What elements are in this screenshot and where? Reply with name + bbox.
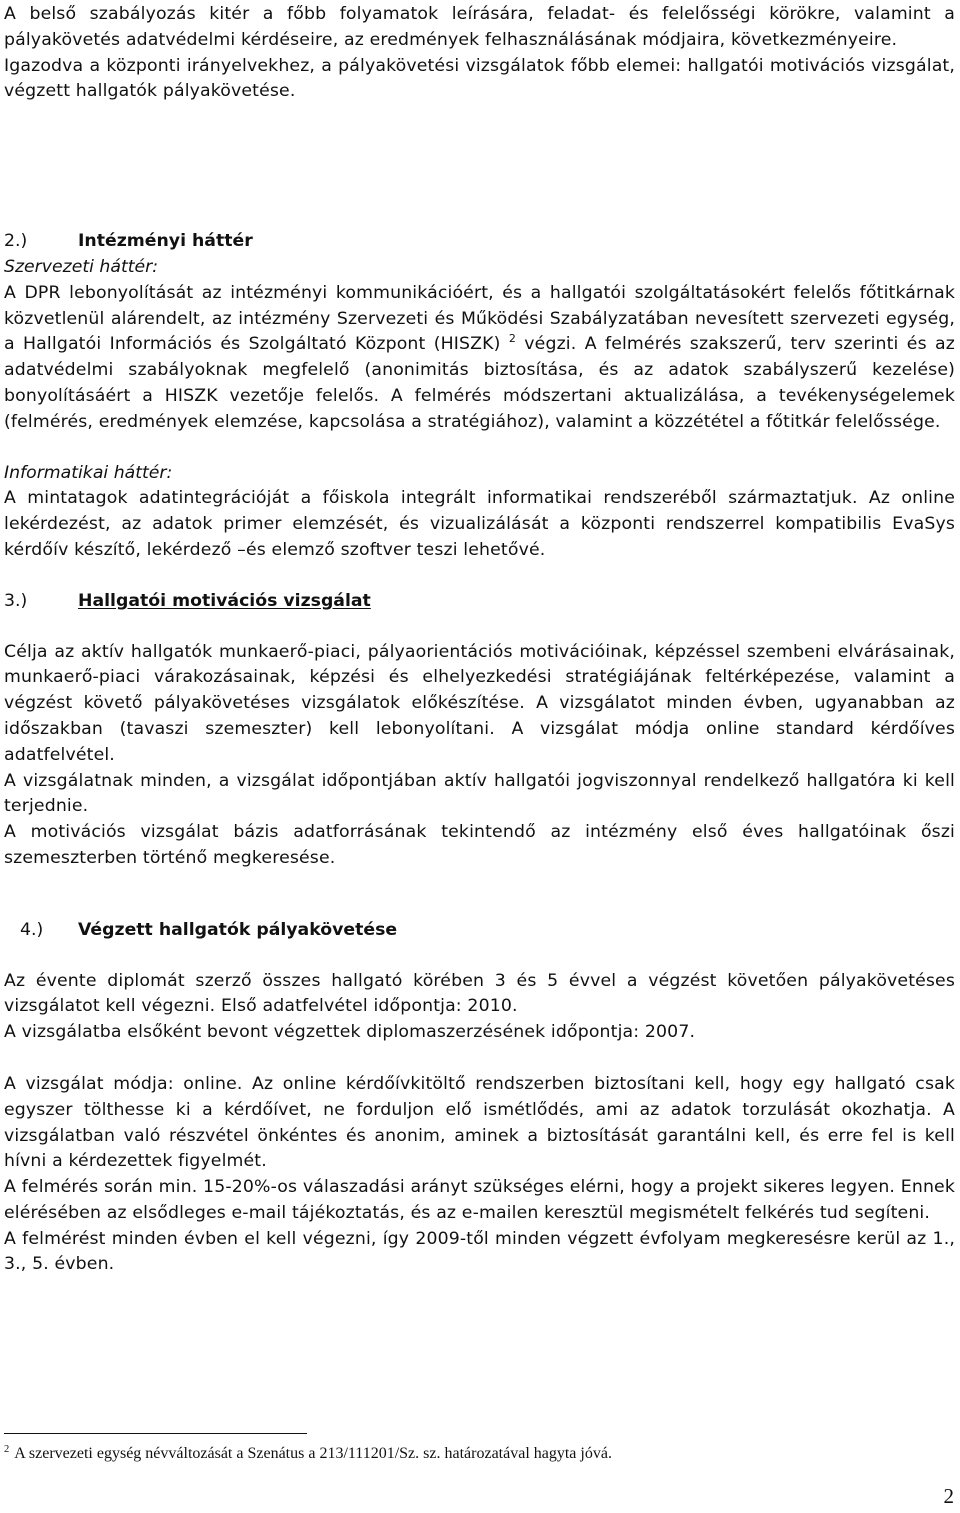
spacer	[4, 615, 955, 640]
spacer	[4, 1046, 955, 1072]
section-4-paragraph-5: A felmérést minden évben el kell végezni, így 2009-től minden végzett évfolyam megkeresésre kerül az 1., 3., 5. évben.	[4, 1228, 955, 1275]
section-3-paragraph-2: A vizsgálatnak minden, a vizsgálat időpontjában aktív hallgatói jogviszonnyal rendelkező hallgatóra ki kell terjednie.	[4, 770, 955, 817]
org-text-after-ref: végzi. A felmérés szakszerű, terv szerinti és az adatvédelmi szabályoknak megfelelő (anonimitás biztosítása, és az adatok szabályszerű kezelése) bonyolításáért a HISZK vezetője felelős. A felmérés módszertani aktualizálása, a tevékenységelemek (felmérés, eredmények elemzése, kapcsolása a stratégiához), valamint a közzététel a főtitkár felelőssége.	[4, 334, 955, 432]
section-2-heading	[4, 229, 955, 255]
section-3-number: 3.)	[4, 590, 28, 611]
intro-text-2: Igazodva a központi irányelvekhez, a pályakövetési vizsgálatok főbb elemei: hallgatói motivációs vizsgálat, végzett hallgatók pályakövetése.	[4, 55, 955, 102]
section-3-title: Hallgatói motivációs vizsgálat	[78, 590, 371, 611]
page-number: 2	[943, 1484, 954, 1508]
footnote-separator	[4, 1433, 307, 1434]
spacer	[4, 872, 955, 918]
section-4-heading	[4, 918, 955, 944]
footnote-text: A szervezeti egység névváltozását a Szenátus a 213/111201/Sz. sz. határozatával hagyta jóvá.	[14, 1445, 612, 1462]
section-4-paragraph-2: A vizsgálatba elsőként bevont végzettek diplomaszerzésének időpontja: 2007.	[4, 1022, 696, 1043]
spacer	[4, 564, 955, 589]
intro-text: A belső szabályozás kitér a főbb folyamatok leírására, feladat- és felelősségi körökre, valamint a pályakövetés adatvédelmi kérdéseire, az eredmények felhasználásának módjaira, következményeire.	[4, 4, 955, 50]
spacer	[4, 105, 955, 229]
org-background-heading: Szervezeti háttér:	[4, 256, 159, 277]
section-2-number: 2.)	[4, 231, 28, 252]
org-background-paragraph	[4, 281, 955, 436]
spacer	[4, 944, 955, 969]
section-4-paragraph-3: A vizsgálat módja: online. Az online kérdőívkitöltő rendszerben biztosítani kell, hogy egy hallgató csak egyszer tölthesse ki a kérdőívet, ne forduljon elő ismétlődés, ami az adatok torzulását okozhatja. A vizsgálatban való részvétel önkéntes és anonim, aminek a biztosítását garantálni kell, és erre fel is kell hívni a kérdezettek figyelmét.	[4, 1073, 955, 1172]
section-3-paragraph-3: A motivációs vizsgálat bázis adatforrásának tekintendő az intézmény első éves hallgatóinak őszi szemeszterben történő megkeresése.	[4, 822, 955, 868]
section-4-number: 4.)	[20, 919, 44, 940]
it-background-heading: Informatikai háttér:	[4, 462, 173, 483]
section-4-title: Végzett hallgatók pályakövetése	[78, 919, 398, 940]
document-page	[4, 0, 955, 1278]
section-2-title: Intézményi háttér	[78, 231, 253, 252]
it-background-paragraph: A mintatagok adatintegrációját a főiskola integrált informatikai rendszeréből származtatjuk. Az online lekérdezést, az adatok primer elemzését, és vizualizálását a központi rendszerrel kompatibilis EvaSys kérdőív készítő, lekérdező –és elemző szoftver teszi lehetővé.	[4, 488, 955, 560]
spacer	[4, 436, 955, 461]
org-text-before-ref: A DPR lebonyolítását az intézményi kommunikációért, és a hallgatói szolgáltatásokért felelős főtitkárnak közvetlenül alárendelt, az intézmény Szervezeti és Működési Szabályzatában nevesített szervezeti egység, a Hallgatói Információs és Szolgáltató Központ (HISZK)	[4, 282, 955, 355]
section-3-paragraph-1: Célja az aktív hallgatók munkaerő-piaci, pályaorientációs motivációinak, képzéssel szembeni elvárásainak, munkaerő-piaci várakozásainak, képzési és elhelyezkedési stratégiájának feltérképezése, valamint a végzést követő pályakövetéses vizsgálatok előkészítése. A vizsgálatot minden évben, ugyanabban az időszakban (tavaszi szemeszter) kell lebonyolítani. A vizsgálat módja online standard kérdőíves adatfelvétel.	[4, 641, 955, 765]
section-4-paragraph-1: Az évente diplomát szerző összes hallgató körében 3 és 5 évvel a végzést követően pályakövetéses vizsgálatot kell végezni. Első adatfelvétel időpontja: 2010.	[4, 970, 955, 1017]
footnote-reference[interactable]: 2	[508, 332, 516, 346]
section-3-heading	[4, 589, 955, 615]
footnote-marker: 2	[4, 1444, 10, 1455]
intro-paragraph	[4, 2, 955, 105]
footnote	[4, 1444, 612, 1464]
section-4-paragraph-4: A felmérés során min. 15-20%-os válaszadási arányt szükséges elérni, hogy a projekt sikeres legyen. Ennek elérésében az elsődleges e-mail tájékoztatás, és az e-mailen keresztül megismételt felkérés tud segíteni.	[4, 1177, 955, 1223]
